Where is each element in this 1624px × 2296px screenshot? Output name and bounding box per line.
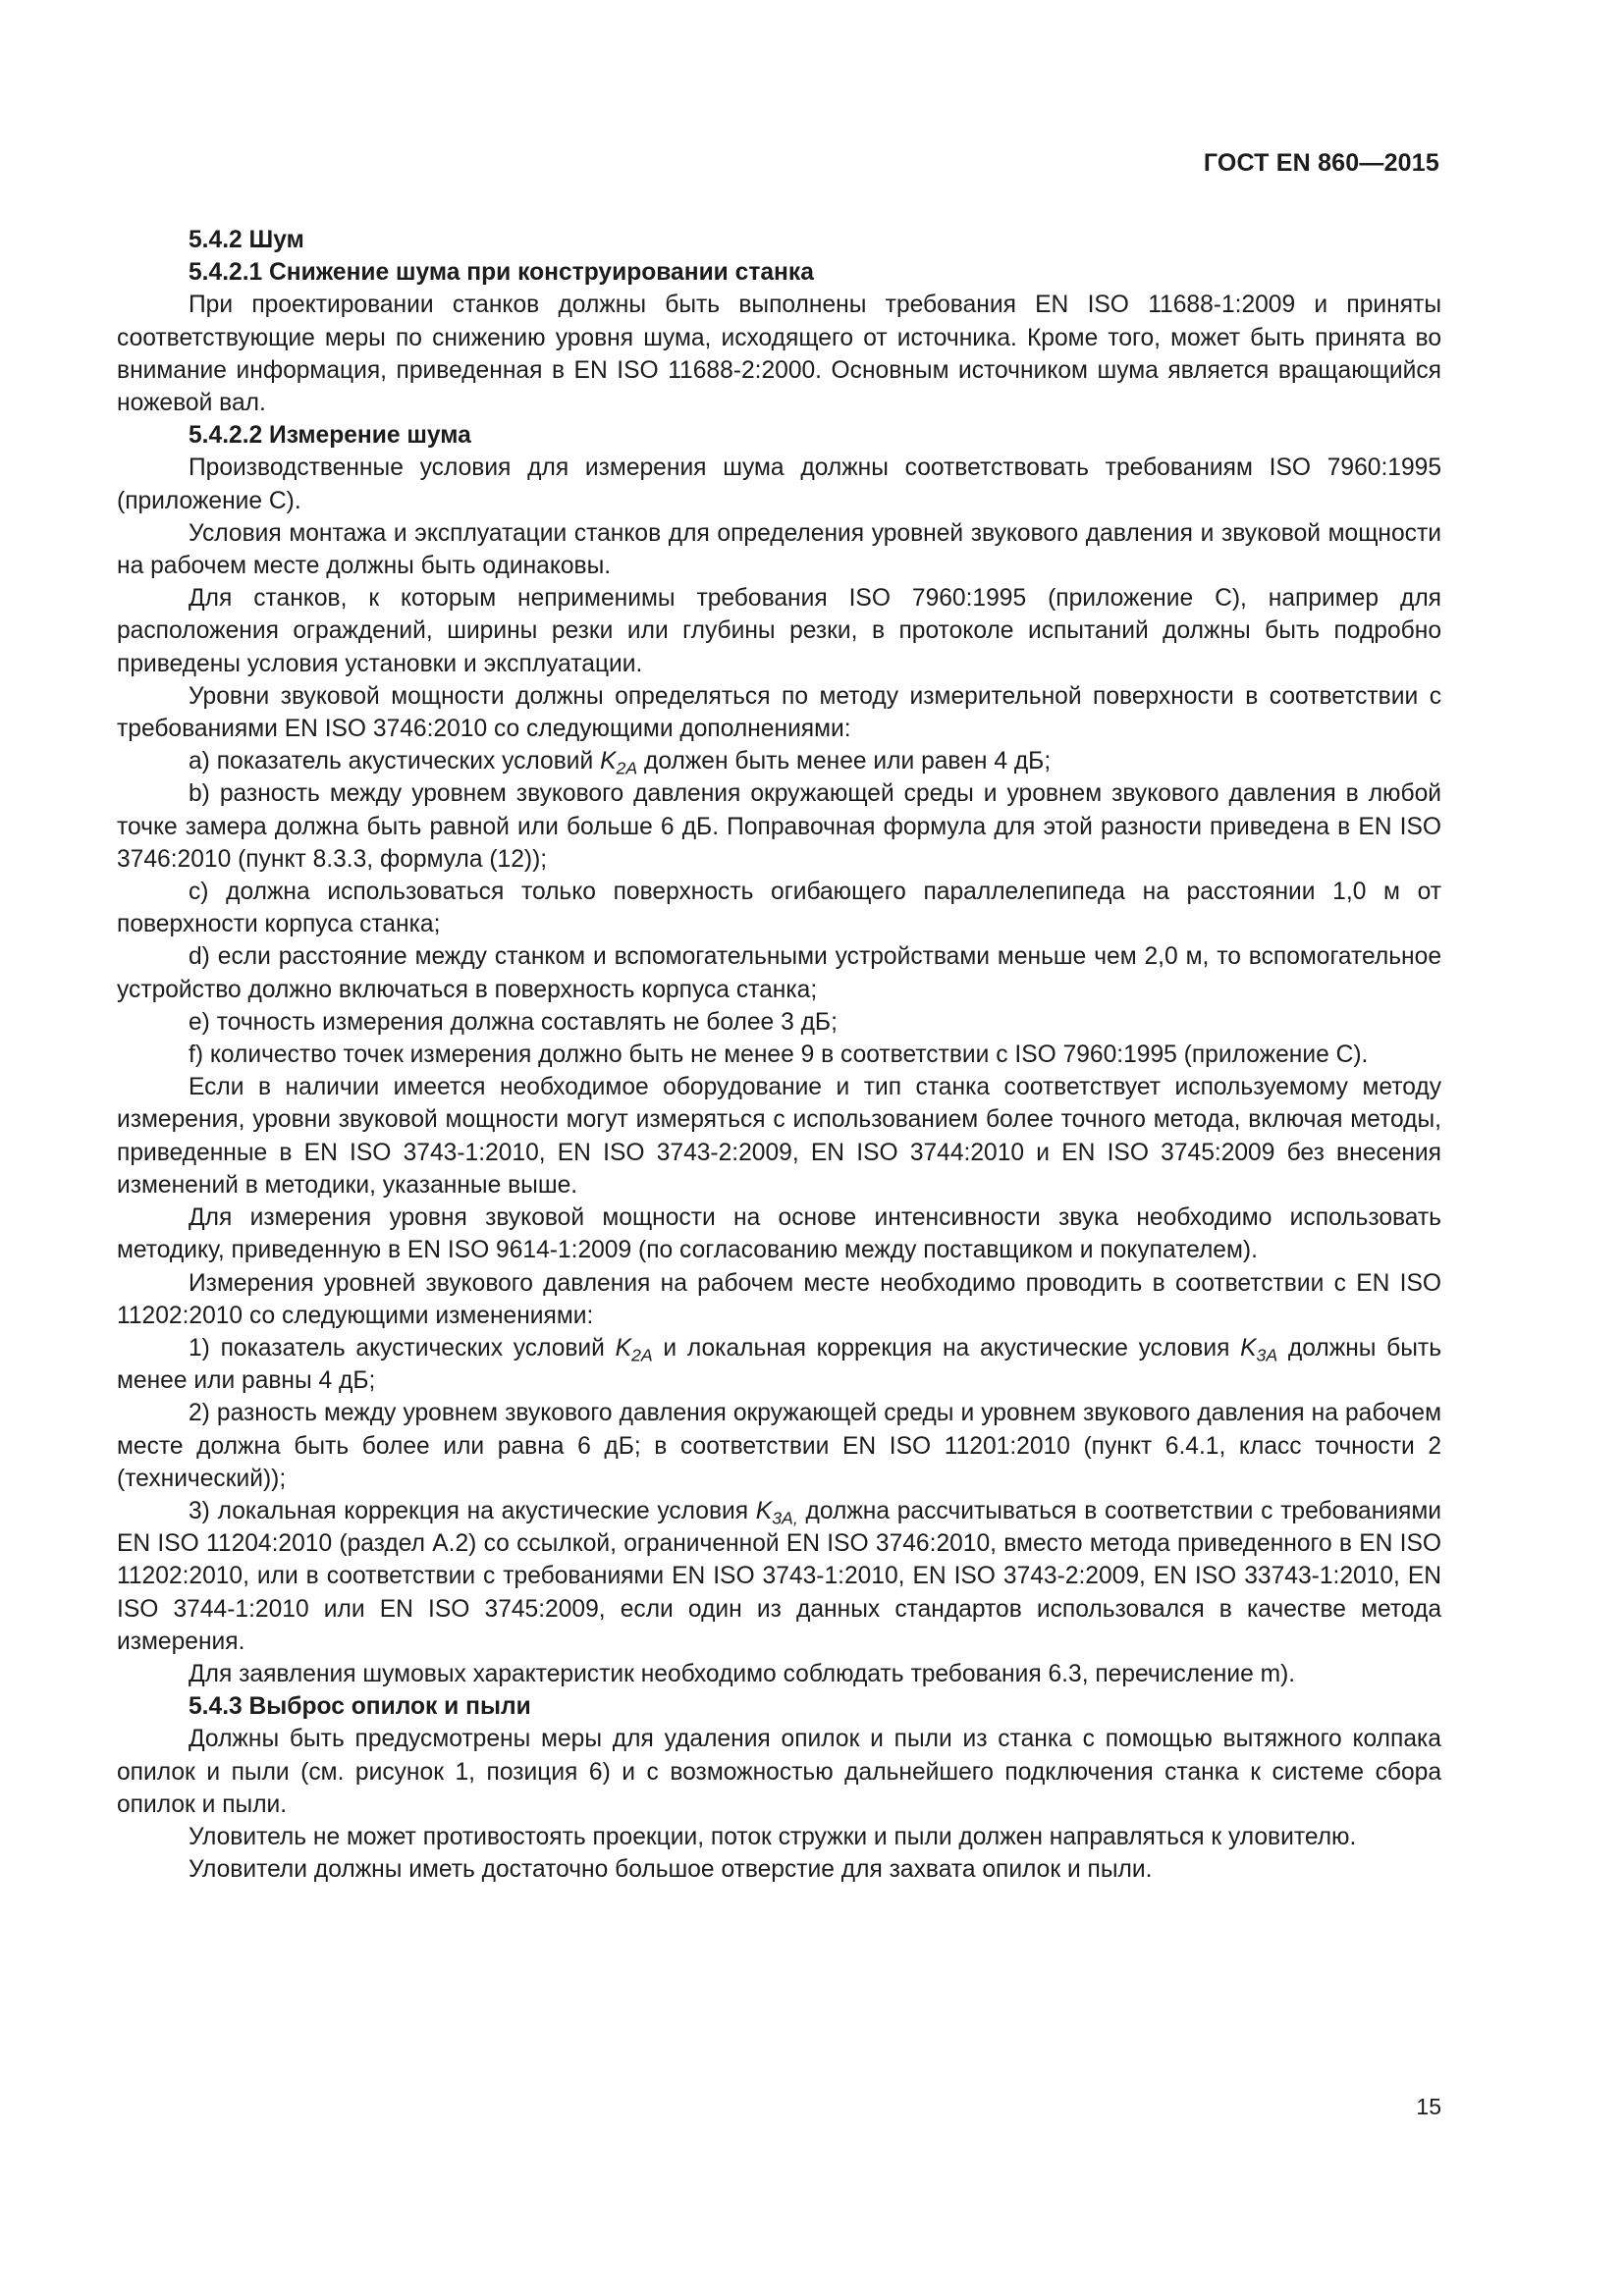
list-item-text: должна рассчитываться в соответствии с требованиями EN ISO 11204:2010 (раздел А.2) со ссылкой, ограниченной EN ISO 3746:2010, вместо метода приведенного в EN ISO 11202:2010, или в соответствии с требованиями EN ISO 3743-1:2010, EN ISO 3743-2:2009, EN ISO 33743-1:2010, EN ISO 3744-1:2010 или EN ISO 3745:2009, если один из данных стандартов использовался в качестве метода измерения.: [117, 1497, 1441, 1655]
formula-subscript: 2A: [616, 758, 638, 778]
paragraph: Измерения уровней звукового давления на рабочем месте необходимо проводить в соответствии с EN ISO 11202:2010 со следующими изменениями:: [117, 1269, 1441, 1329]
formula-symbol: K: [1240, 1334, 1257, 1362]
formula-subscript: 3A: [1256, 1345, 1278, 1365]
document-body: [117, 224, 1441, 1886]
list-item-text: и локальная коррекция на акустические условия: [652, 1334, 1241, 1362]
formula-symbol: K: [600, 748, 617, 775]
list-item-1: [117, 1332, 1441, 1397]
document-header: ГОСТ EN 860—2015: [1203, 149, 1439, 177]
section-heading-5-4-2-1: 5.4.2.1 Снижение шума при конструировании станка: [189, 259, 814, 287]
list-item-text: a) показатель акустических условий: [189, 748, 601, 775]
list-item-a: [117, 745, 1441, 777]
paragraph: Условия монтажа и эксплуатации станков для определения уровней звукового давления и звуковой мощности на рабочем месте должны быть одинаковы.: [117, 519, 1441, 580]
paragraph: Уловители должны иметь достаточно большое отверстие для захвата опилок и пыли.: [189, 1856, 1153, 1884]
list-item-text: должны быть менее или равны 4 дБ;: [117, 1334, 1442, 1395]
paragraph: Производственные условия для измерения шума должны соответствовать требованиям ISO 7960:1995 (приложение С).: [117, 454, 1441, 514]
list-item-3: [117, 1495, 1441, 1658]
list-item-e: e) точность измерения должна составлять не более 3 дБ;: [189, 1008, 838, 1036]
paragraph: Уровни звуковой мощности должны определяться по методу измерительной поверхности в соответствии с требованиями EN ISO 3746:2010 со следующими дополнениями:: [117, 682, 1441, 743]
paragraph: Для заявления шумовых характеристик необходимо соблюдать требования 6.3, перечисление m).: [189, 1660, 1296, 1687]
paragraph: Для измерения уровня звуковой мощности на основе интенсивности звука необходимо использовать методику, приведенную в EN ISO 9614-1:2009 (по согласованию между поставщиком и покупателем).: [117, 1204, 1441, 1264]
page-number: 15: [1416, 2094, 1441, 2119]
list-item-c: c) должна использоваться только поверхность огибающего параллелепипеда на расстоянии 1,0 м от поверхности корпуса станка;: [117, 879, 1441, 938]
paragraph: Уловитель не может противостоять проекции, поток стружки и пыли должен направляться к уловителю.: [189, 1823, 1357, 1850]
list-item-d: d) если расстояние между станком и вспомогательными устройствами меньше чем 2,0 м, то вспомогательное устройство должно включаться в поверхность корпуса станка;: [117, 943, 1441, 1003]
formula-symbol: K: [615, 1334, 632, 1362]
paragraph: Должны быть предусмотрены меры для удаления опилок и пыли из станка с помощью вытяжного колпака опилок и пыли (см. рисунок 1, позиция 6) и с возможностью дальнейшего подключения станка к системе сбора опилок и пыли.: [117, 1726, 1441, 1818]
formula-subscript: 3A,: [772, 1508, 798, 1528]
list-item-2: 2) разность между уровнем звукового давления окружающей среды и уровнем звукового давления на рабочем месте должна быть более или равна 6 дБ; в соответствии EN ISO 11201:2010 (пункт 6.4.1, класс точности 2 (технический));: [117, 1400, 1441, 1492]
list-item-text: 1) показатель акустических условий: [189, 1334, 616, 1362]
section-heading-5-4-3: 5.4.3 Выброс опилок и пыли: [189, 1693, 531, 1721]
section-heading-5-4-2: 5.4.2 Шум: [189, 227, 304, 253]
paragraph: При проектировании станков должны быть выполнены требования EN ISO 11688-1:2009 и приняты соответствующие меры по снижению уровня шума, исходящего от источника. Кроме того, может быть принята во внимание информация, приведенная в EN ISO 11688-2:2000. Основным источником шума является вращающийся ножевой вал.: [117, 292, 1441, 417]
list-item-f: f) количество точек измерения должно быть не менее 9 в соответствии с ISO 7960:1995 (приложение С).: [189, 1041, 1369, 1069]
paragraph: Если в наличии имеется необходимое оборудование и тип станка соответствует используемому методу измерения, уровни звуковой мощности могут измеряться с использованием более точного метода, включая методы, приведенные в EN ISO 3743-1:2010, EN ISO 3743-2:2009, EN ISO 3744:2010 и EN ISO 3745:2009 без внесения изменений в методики, указанные выше.: [117, 1074, 1441, 1199]
list-item-text: должен быть менее или равен 4 дБ;: [637, 748, 1052, 775]
list-item-b: b) разность между уровнем звукового давления окружающей среды и уровнем звукового давления в любой точке замера должна быть равной или больше 6 дБ. Поправочная формула для этой разности приведена в EN ISO 3746:2010 (пункт 8.3.3, формула (12));: [117, 780, 1441, 873]
section-heading-5-4-2-2: 5.4.2.2 Измерение шума: [189, 422, 471, 450]
list-item-text: 3) локальная коррекция на акустические условия: [189, 1497, 756, 1524]
formula-symbol: K: [755, 1497, 773, 1524]
paragraph: Для станков, к которым неприменимы требования ISO 7960:1995 (приложение С), например для расположения ограждений, ширины резки или глубины резки, в протоколе испытаний должны быть подробно приведены условия установки и эксплуатации.: [117, 585, 1441, 677]
formula-subscript: 2A: [631, 1345, 653, 1365]
